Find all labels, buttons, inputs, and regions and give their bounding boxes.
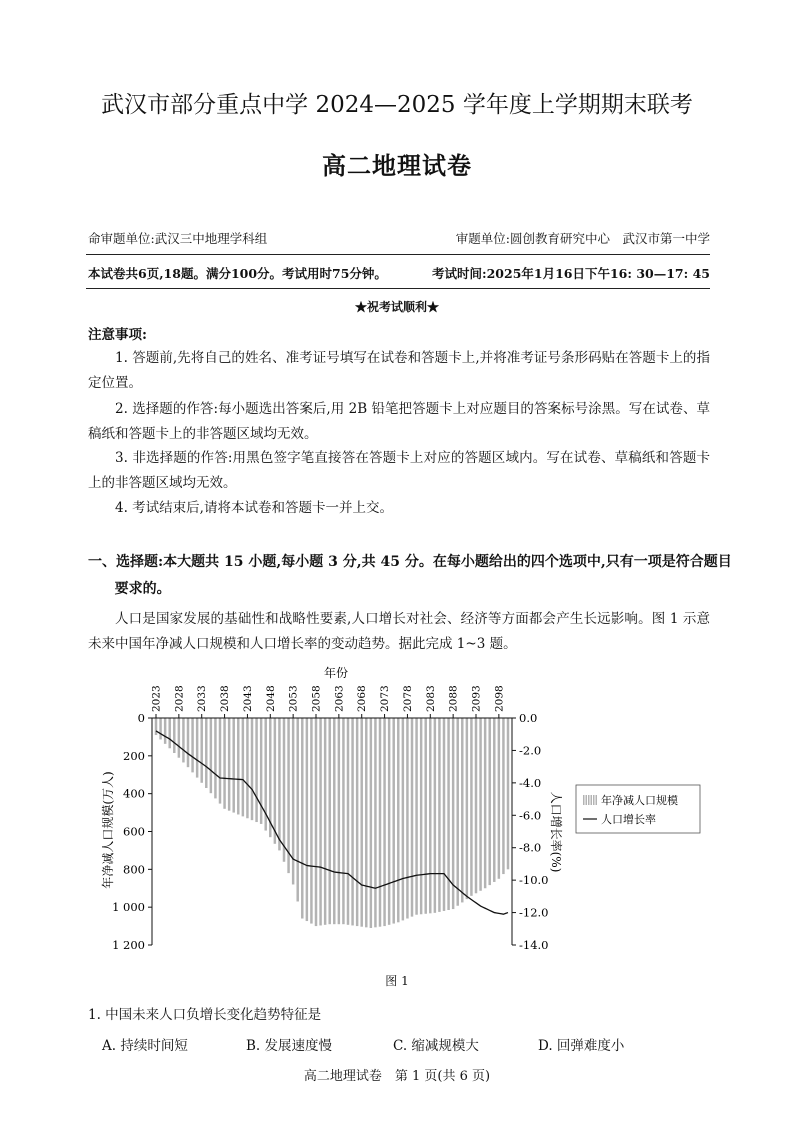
- bar: [484, 718, 486, 888]
- y-right-tick-label: -2.0: [519, 743, 542, 758]
- bar: [406, 718, 408, 919]
- legend-bar-stripe: [588, 795, 590, 805]
- bar: [438, 718, 440, 912]
- header-rule: [86, 254, 710, 255]
- bar: [178, 718, 180, 758]
- legend-bar-stripe: [593, 795, 595, 805]
- bar: [374, 718, 376, 927]
- bar: [301, 718, 303, 919]
- bar: [379, 718, 381, 927]
- note-item: 2. 选择题的作答:每小题选出答案后,用 2B 铅笔把答题卡上对应题目的答案标号涂黑。写在试卷、草稿纸和答题卡上的非答题区域均无效。: [88, 401, 710, 442]
- note-item: 3. 非选择题的作答:用黑色签字笔直接答在答题卡上对应的答题区域内。写在试卷、草稿纸和答题卡上的非答题区域均无效。: [88, 450, 710, 491]
- y-left-tick-label: 200: [123, 748, 145, 763]
- bar: [242, 718, 244, 816]
- bar: [333, 718, 335, 924]
- bar: [470, 718, 472, 896]
- question-intro: 人口是国家发展的基础性和战略性要素,人口增长对社会、经济等方面都会产生长远影响。图 1 示意未来中国年净减人口规模和人口增长率的变动趋势。据此完成 1~3 题。: [88, 611, 710, 652]
- bar: [164, 718, 166, 744]
- y-right-tick-label: -10.0: [519, 873, 549, 888]
- bar: [246, 718, 248, 818]
- x-tick-label: 2068: [356, 685, 369, 712]
- bar: [210, 718, 212, 793]
- bar: [283, 718, 285, 862]
- y-left-tick-label: 1 200: [112, 938, 145, 952]
- x-tick-label: 2073: [379, 685, 392, 712]
- growth-line-group: [156, 731, 508, 914]
- bar: [466, 718, 468, 899]
- question-1-stem: 1. 中国未来人口负增长变化趋势特征是: [88, 1007, 322, 1023]
- bar: [347, 718, 349, 925]
- bar: [182, 718, 184, 762]
- page-footer: 高二地理试卷 第 1 页(共 6 页): [303, 1069, 491, 1084]
- notes-title: 注意事项:: [88, 327, 147, 343]
- exam-info: 本试卷共6页,18题。满分100分。考试用时75分钟。: [88, 266, 387, 281]
- legend-bar-stripe: [583, 795, 585, 805]
- exam-title: 武汉市部分重点中学 2024—2025 学年度上学期期末联考: [101, 92, 693, 118]
- bar: [315, 718, 317, 926]
- bar: [411, 718, 413, 917]
- x-tick-label: 2098: [493, 685, 506, 712]
- y-left-tick-label: 600: [123, 824, 145, 839]
- exam-subtitle: 高二地理试卷: [322, 151, 472, 180]
- bar: [187, 718, 189, 767]
- chart-title: 年份: [323, 666, 349, 680]
- bar: [397, 718, 399, 922]
- bar: [274, 718, 276, 844]
- y-left-axis-label: 年净减人口规模(万人): [101, 771, 115, 889]
- note-item: 4. 考试结束后,请将本试卷和答题卡一并上交。: [115, 500, 393, 516]
- bar: [306, 718, 308, 921]
- option-d[interactable]: D. 回弹难度小: [538, 1038, 625, 1054]
- bar: [402, 718, 404, 920]
- bar: [434, 718, 436, 913]
- bar: [488, 718, 490, 885]
- option-a[interactable]: A. 持续时间短: [102, 1038, 188, 1054]
- review-unit: 审题单位:圆创教育研究中心 武汉市第一中学: [455, 231, 710, 246]
- bar: [196, 718, 198, 778]
- bar: [328, 718, 330, 924]
- bar: [356, 718, 358, 926]
- bar: [443, 718, 445, 911]
- legend-line-label: 人口增长率: [601, 813, 656, 826]
- bar: [232, 718, 234, 813]
- bar: [155, 718, 157, 735]
- option-c[interactable]: C. 缩减规模大: [393, 1038, 479, 1054]
- bars-group: [155, 718, 509, 928]
- bar: [392, 718, 394, 924]
- bar: [415, 718, 417, 915]
- legend-bar-stripe: [596, 795, 598, 805]
- bar: [205, 718, 207, 788]
- y-right-axis-label: 人口增长率(%): [549, 791, 563, 873]
- note-item: 1. 答题前,先将自己的姓名、准考证号填写在试卷和答题卡上,并将准考证号条形码贴在答题卡上的指定位置。: [88, 350, 710, 391]
- bar: [498, 718, 500, 879]
- exam-time: 考试时间:2025年1月16日下午16: 30—17: 45: [431, 266, 710, 281]
- x-tick-label: 2023: [150, 685, 163, 712]
- bar: [342, 718, 344, 924]
- bar: [360, 718, 362, 927]
- bar: [191, 718, 193, 772]
- good-luck-banner: ★祝考试顺利★: [354, 300, 439, 314]
- x-tick-label: 2053: [287, 685, 300, 712]
- x-tick-label: 2048: [264, 685, 277, 712]
- x-tick-label: 2043: [241, 685, 254, 712]
- y-right-tick-label: -4.0: [519, 775, 542, 790]
- bar: [255, 718, 257, 822]
- bar: [159, 718, 161, 739]
- authoring-unit: 命审题单位:武汉三中地理学科组: [88, 231, 268, 246]
- bar: [429, 718, 431, 913]
- bar: [223, 718, 225, 809]
- y-right-tick-label: 0.0: [519, 711, 538, 725]
- bar: [338, 718, 340, 924]
- bar: [237, 718, 239, 814]
- bar: [507, 718, 509, 869]
- y-right-tick-label: -14.0: [519, 938, 549, 952]
- bar: [502, 718, 504, 874]
- bar: [251, 718, 253, 820]
- info-rule: [86, 288, 710, 289]
- bar: [365, 718, 367, 927]
- x-tick-label: 2088: [447, 685, 460, 712]
- bar: [228, 718, 230, 811]
- bar: [452, 718, 454, 909]
- bar: [168, 718, 170, 748]
- section-heading: 一、选择题:本大题共 15 小题,每小题 3 分,共 45 分。在每小题给出的四个选项中,只有一项是符合题目要求的。: [88, 554, 732, 597]
- legend-bar-stripe: [591, 795, 593, 805]
- bar: [296, 718, 298, 901]
- y-right-tick-label: -8.0: [519, 840, 542, 855]
- bar: [456, 718, 458, 906]
- x-tick-label: 2058: [310, 685, 323, 712]
- bar: [351, 718, 353, 925]
- y-right-tick-label: -12.0: [519, 905, 549, 920]
- legend-bar-stripe: [586, 795, 588, 805]
- bar: [200, 718, 202, 783]
- bar: [219, 718, 221, 804]
- option-b[interactable]: B. 发展速度慢: [246, 1038, 333, 1054]
- bar: [287, 718, 289, 873]
- bar: [310, 718, 312, 924]
- bar: [493, 718, 495, 882]
- bar: [214, 718, 216, 798]
- y-left-tick-label: 800: [123, 862, 145, 877]
- y-left-tick-label: 0: [137, 711, 145, 725]
- y-left-tick-label: 1 000: [112, 900, 145, 915]
- bar: [424, 718, 426, 914]
- figure-caption: 图 1: [385, 974, 409, 988]
- x-tick-label: 2093: [470, 685, 483, 712]
- y-right-tick-label: -6.0: [519, 808, 542, 823]
- y-left-tick-label: 400: [123, 786, 145, 801]
- x-tick-label: 2083: [424, 685, 437, 712]
- bar: [383, 718, 385, 926]
- bar: [370, 718, 372, 928]
- bar: [461, 718, 463, 902]
- x-tick-label: 2078: [401, 685, 414, 712]
- bar: [319, 718, 321, 925]
- population-chart: [80, 664, 710, 964]
- chart-legend: [576, 785, 700, 833]
- bar: [173, 718, 175, 753]
- bar: [475, 718, 477, 893]
- bar: [278, 718, 280, 850]
- legend-bars-label: 年净减人口规模: [601, 794, 678, 807]
- x-tick-label: 2033: [196, 685, 209, 712]
- bar: [479, 718, 481, 891]
- x-tick-label: 2038: [219, 685, 232, 712]
- x-tick-label: 2028: [173, 685, 186, 712]
- x-tick-label: 2063: [333, 685, 346, 712]
- growth-rate-line: [156, 731, 508, 914]
- bar: [388, 718, 390, 925]
- bar: [324, 718, 326, 925]
- bar: [420, 718, 422, 914]
